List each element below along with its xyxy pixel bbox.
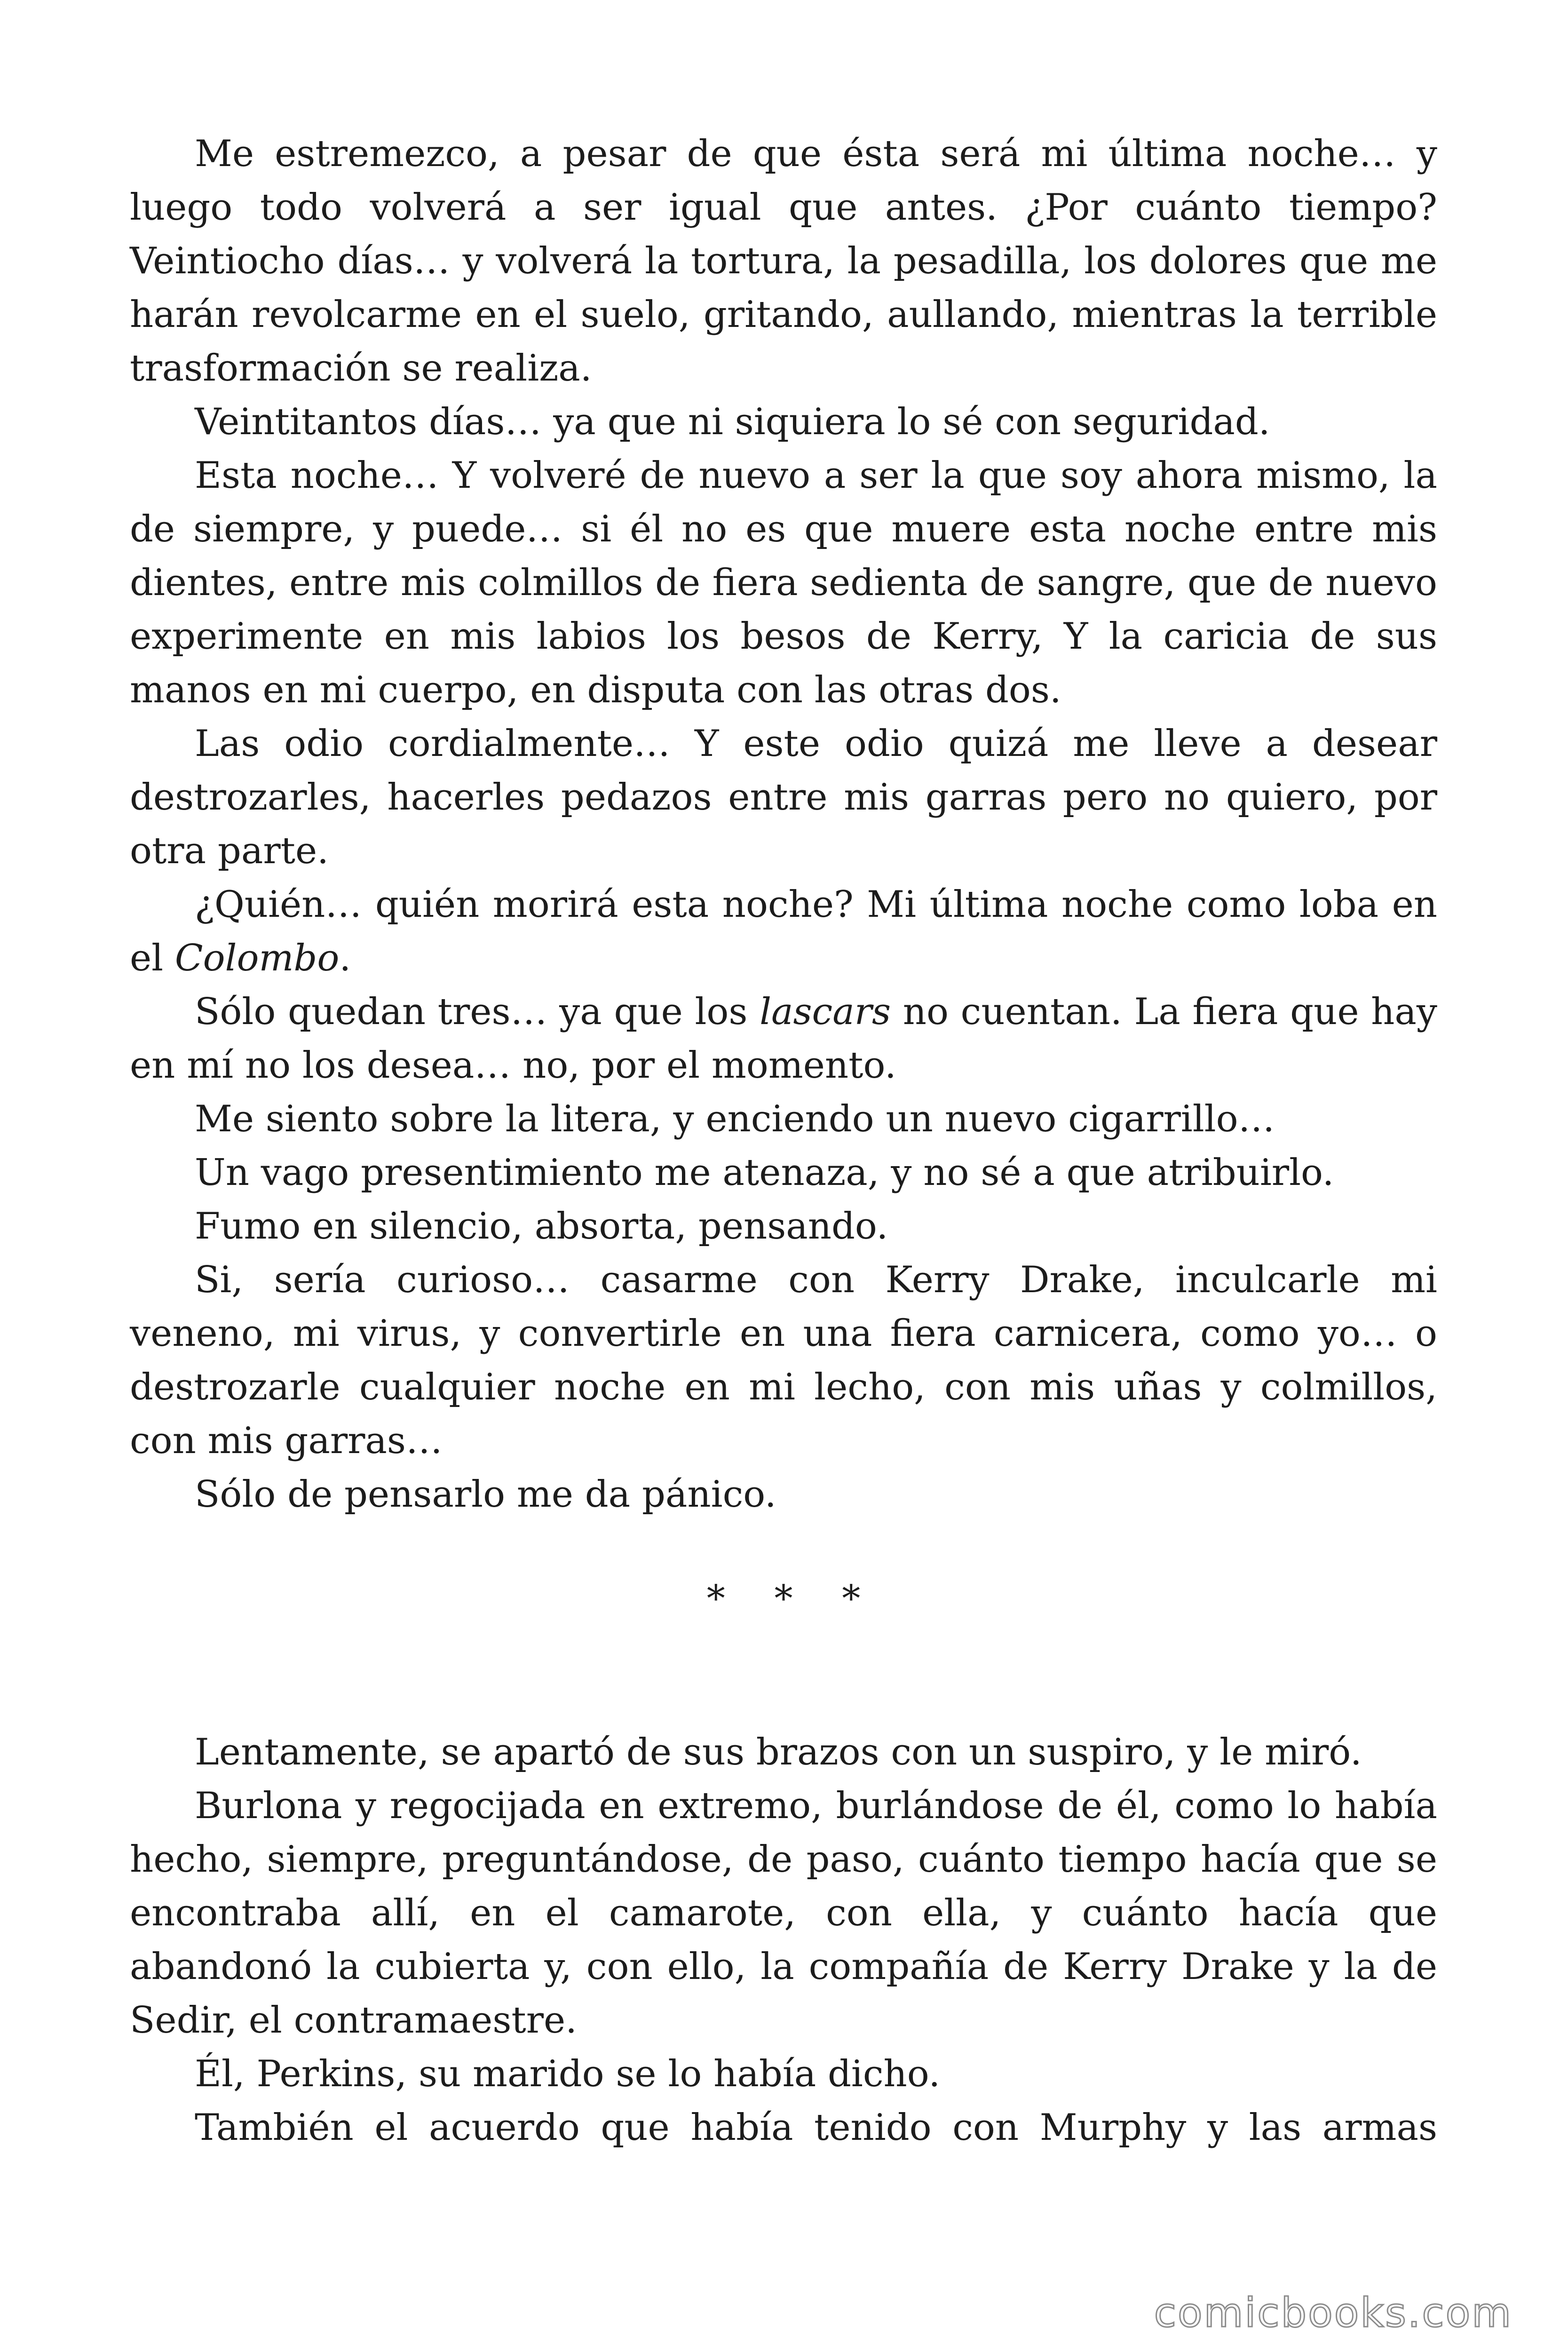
paragraph	[130, 878, 1437, 985]
paragraph: Si, sería curioso… casarme con Kerry Drake, inculcarle mi veneno, mi virus, y convertirle en una fiera carnicera, como yo… o destrozarle cualquier noche en mi lecho, con mis uñas y colmillos, con mis garras…	[130, 1259, 1437, 1462]
paragraph-text: .	[339, 937, 351, 979]
paragraph: Sólo de pensarlo me da pánico.	[195, 1473, 776, 1516]
ship-name-italic: Colombo	[174, 937, 340, 979]
lascars-italic: lascars	[760, 991, 891, 1033]
paragraph: Me estremezco, a pesar de que ésta será mi última noche… y luego todo volverá a ser igual que antes. ¿Por cuánto tiempo? Veintiocho días… y volverá la tortura, la pesadilla, los dolores que me harán revolcarme en el suelo, gritando, aullando, mientras la terrible trasformación se realiza.	[130, 133, 1437, 389]
paragraph-text: Sólo quedan tres… ya que los	[195, 991, 760, 1033]
paragraph: Lentamente, se apartó de sus brazos con un suspiro, y le miró.	[195, 1731, 1362, 1773]
paragraph: Burlona y regocijada en extremo, burlándose de él, como lo había hecho, siempre, preguntándose, de paso, cuánto tiempo hacía que se encontraba allí, en el camarote, con ella, y cuánto hacía que abandonó la cubierta y, con ello, la compañía de Kerry Drake y la de Sedir, el contramaestre.	[130, 1785, 1437, 2042]
page-body-text	[130, 127, 1437, 2154]
paragraph: Me siento sobre la litera, y enciendo un nuevo cigarrillo…	[195, 1098, 1275, 1140]
paragraph: Él, Perkins, su marido se lo había dicho.	[195, 2053, 941, 2095]
paragraph	[130, 985, 1437, 1092]
paragraph: Un vago presentimiento me atenaza, y no sé a que atribuirlo.	[195, 1152, 1334, 1194]
paragraph: Veintitantos días… ya que ni siquiera lo sé con seguridad.	[195, 401, 1270, 443]
scene-break-separator: * * *	[706, 1578, 879, 1620]
paragraph-text: no cuentan. La fiera que hay en mí no los desea… no, por el momento.	[130, 991, 1437, 1087]
paragraph: Fumo en silencio, absorta, pensando.	[195, 1205, 888, 1248]
watermark-logo: comicbooks.com	[1154, 2289, 1513, 2336]
paragraph: También el acuerdo que había tenido con Murphy y las armas	[195, 2106, 1437, 2149]
paragraph: Las odio cordialmente… Y este odio quizá me lleve a desear destrozarles, hacerles pedazos entre mis garras pero no quiero, por otra parte.	[130, 723, 1437, 872]
paragraph: Esta noche… Y volveré de nuevo a ser la que soy ahora mismo, la de siempre, y puede… si él no es que muere esta noche entre mis dientes, entre mis colmillos de fiera sedienta de sangre, que de nuevo experimente en mis labios los besos de Kerry, Y la caricia de sus manos en mi cuerpo, en disputa con las otras dos.	[130, 454, 1437, 711]
paragraph-text: ¿Quién… quién morirá esta noche? Mi última noche como loba en el	[130, 883, 1437, 979]
